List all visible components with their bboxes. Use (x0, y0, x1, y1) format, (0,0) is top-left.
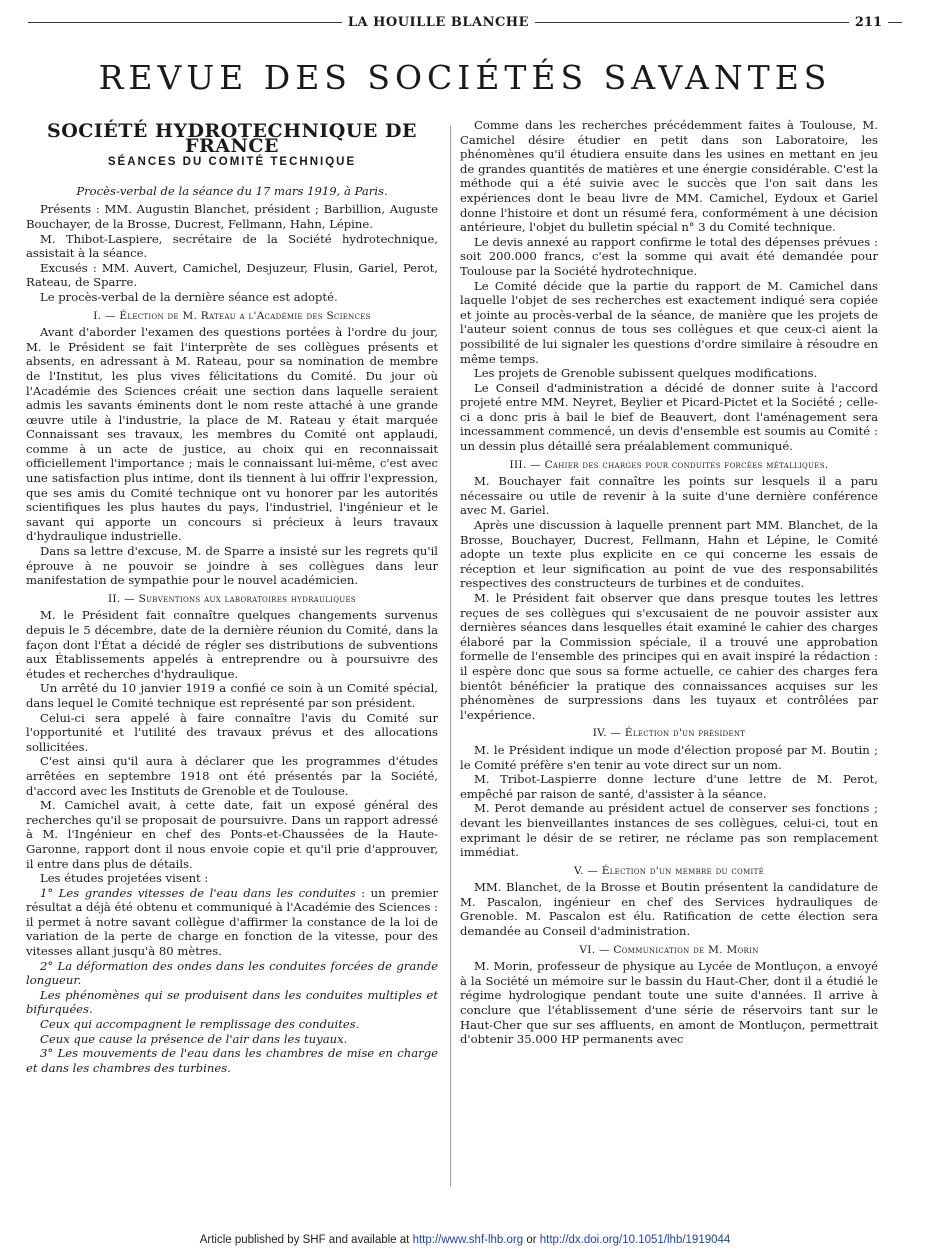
column-divider (450, 126, 451, 1186)
body-text: : un premier résultat a déjà été obtenu et communiqué à l'Académie des Sciences : il permet à notre savant collègue d'affirmer la constance de la loi de variation de la perte de charge en fonction de la vitesse, pour des vitesses allant jusqu'à 80 mètres. (26, 885, 438, 959)
left-column (26, 118, 438, 1075)
paragraph-arrete: Un arrêté du 10 janvier 1919 a confié ce soin à un Comité spécial, dans lequel le Comité technique est représenté par son président. (26, 681, 438, 710)
heading-election-membre (460, 864, 878, 879)
paragraph-bouchayer: M. Bouchayer fait connaître les points sur lesquels il a paru nécessaire ou utile de revenir à la suite d'une dernière conférence avec M. Gariel. (460, 474, 878, 518)
paragraph-pascalon: MM. Blanchet, de la Brosse et Boutin présentent la candidature de M. Pascalon, ingénieur en chef des Services hydrauliques de Grenoble. M. Pascalon est élu. Ratification de cette élection sera demandée au Conseil d'administration. (460, 880, 878, 939)
paragraph-avis: Celui-ci sera appelé à faire connaître l'avis du Comité sur l'opportunité et l'utilité des travaux prévus et des allocations sollicitées. (26, 710, 438, 754)
page-number: 211 (854, 14, 882, 30)
heading-election-rateau (26, 309, 438, 324)
header-rule-left (28, 22, 342, 23)
paragraph-programmes: C'est ainsi qu'il aura à déclarer que les programmes d'études arrêtées en septembre 1918 ont été présentés par la Société, d'accord avec les Instituts de Grenoble et de Toulouse. (26, 754, 438, 798)
paragraph-phenomenes: Les phénomènes qui se produisent dans les conduites multiples et bifurquées. (26, 987, 438, 1017)
paragraph-presents: Présents : MM. Augustin Blanchet, président ; Barbillion, Auguste Bouchayer, de la Brosse, Ducrest, Fellmann, Hahn, Lépine. (26, 202, 438, 231)
heading-subventions (26, 592, 438, 607)
paragraph-lettre-perot: M. Tribot-Laspierre donne lecture d'une lettre de M. Perot, empêché par raison de santé, d'assister à la séance. (460, 772, 878, 801)
paragraph-president-changes: M. le Président fait connaître quelques changements survenus depuis le 5 décembre, date de la dernière réunion du Comité, dans la façon dont l'État a décidé de régler ses distributions de subventions aux Établissements appelés à entreprendre ou à poursuivre des études et recherches d'hydraulique. (26, 608, 438, 681)
paragraph-etudes: Les études projetées visent : (40, 871, 209, 886)
society-subtitle: SÉANCES DU COMITÉ TECHNIQUE (107, 156, 357, 169)
heading-text: II. — Subventions aux laboratoires hydrauliques (107, 592, 356, 605)
heading-text: VI. — Communication de M. Morin (579, 943, 759, 956)
heading-text: III. — Cahier des charges pour conduites forcées métalliques. (509, 458, 829, 471)
heading-communication-morin (460, 943, 878, 958)
italic-text: 1° Les grandes vitesses de l'eau dans les conduites (40, 885, 356, 900)
paragraph-adoption: Le procès-verbal de la dernière séance est adopté. (40, 289, 338, 304)
proces-verbal-line: Procès-verbal de la séance du 17 mars 1919, à Paris. (76, 183, 388, 198)
paragraph-vitesses (26, 886, 438, 959)
footer-mid: or (523, 1234, 540, 1246)
paragraph-excuses: Excusés : MM. Auvert, Camichel, Desjuzeur, Flusin, Gariel, Perot, Rateau, de Sparre. (26, 260, 438, 290)
heading-text: V. — Élection d'un membre du comité (574, 864, 764, 877)
paragraph-sparre: Dans sa lettre d'excuse, M. de Sparre a insisté sur les regrets qu'il éprouve à ne pouvoir se joindre à ses collègues dans leur manifestation de sympathie pour le nouvel académicien. (26, 544, 438, 588)
footer-link-site[interactable]: http://www.shf-lhb.org (412, 1234, 524, 1246)
paragraph-secretary: M. Thibot-Laspiere, secrétaire de la Société hydrotechnique, assistait à la séance. (26, 231, 438, 261)
paragraph-devis: Le devis annexé au rapport confirme le total des dépenses prévues : soit 200.000 francs, c'est la somme qui avait été demandée pour Toulouse par la Société hydrotechnique. (460, 234, 878, 278)
paragraph-morin: M. Morin, professeur de physique au Lycée de Montluçon, a envoyé à la Société un mémoire sur le bassin du Haut-Cher, dont il a étudié le régime hydrologique pendant toute une suite d'années. Il arrive à conclure que l'établissement d'une série de réservoirs tant sur le Haut-Cher que sur ses affluents, en amont de Montluçon, permettrait d'obtenir 35.000 HP permanents avec (460, 959, 878, 1047)
heading-text: I. — Élection de M. Rateau a l'Académie des Sciences (93, 309, 371, 322)
paragraph-remplissage: Ceux qui accompagnent le remplissage des conduites. (40, 1017, 360, 1032)
paragraph-mouvements: 3° Les mouvements de l'eau dans les chambres de mise en charge et dans les chambres des turbines. (26, 1046, 438, 1075)
running-head (22, 12, 908, 32)
header-rule-right (535, 22, 849, 23)
heading-text: IV. — Élection d'un président (592, 727, 746, 740)
heading-election-president (460, 726, 878, 741)
footer-prefix: Article published by SHF and available at (199, 1234, 413, 1246)
paragraph-ondes: 2° La déformation des ondes dans les conduites forcées de grande longueur. (26, 958, 438, 988)
paragraph-air: Ceux que cause la présence de l'air dans les tuyaux. (40, 1031, 348, 1046)
paragraph-comite-decide: Le Comité décide que la partie du rapport de M. Camichel dans laquelle l'objet de ses recherches est exactement indiqué sera copiée et jointe au procès-verbal de la séance, de manière que les projets de l'auteur soient connus de tous ses collègues et que ceux-ci aient la possibilité de lui signaler les questions d'ordre similaire à résoudre en même temps. (460, 278, 878, 366)
paragraph-mode-election: M. le Président indique un mode d'élection proposé par M. Boutin ; le Comité préfère s'en tenir au vote direct sur un nom. (460, 742, 878, 772)
paragraph-camichel: M. Camichel avait, à cette date, fait un exposé général des recherches qu'il se proposait de poursuivre. Dans un rapport adressé à M. l'Ingénieur en chef des Ponts-et-Chaussées de la Haute-Garonne, rapport dont il nous envoie copie et qu'il prie d'approuver, il entre dans plus de détails. (26, 798, 438, 871)
paragraph-perot-demande: M. Perot demande au président actuel de conserver ses fonctions ; devant les bienveillantes instances de ses collègues, celui-ci, tout en exprimant le désir de se retirer, ne réclame pas son remplacement immédiat. (460, 801, 878, 860)
footer (0, 1234, 930, 1246)
paragraph-conseil: Le Conseil d'administration a décidé de donner suite à l'accord projeté entre MM. Neyret, Beylier et Picard-Pictet et la Société ; celle-ci a donc pris à bail le bief de Beauvert, dont l'aménagement sera incessamment commencé, un devis d'ensemble est soumis au Comité : un dessin plus détaillé sera préalablement communiqué. (460, 380, 878, 454)
right-column (460, 118, 878, 1047)
paragraph-observation: M. le Président fait observer que dans presque toutes les lettres reçues de ses collègues qui s'excusaient de ne pouvoir assister aux dernières séances dans lesquelles était examiné le cahier des charges élaboré par la Commission spéciale, il a trouvé une approbation formelle de l'ensemble des principes qui en avait inspiré la rédaction : il espère donc que sous sa forme actuelle, ce cahier des charges fera bientôt bénéficier la pratique des connaissances acquises sur les phénomènes de surpressions dans les tuyaux et contrôlées par l'expérience. (460, 591, 878, 722)
paragraph-grenoble: Les projets de Grenoble subissent quelques modifications. (474, 366, 818, 381)
journal-title: LA HOUILLE BLANCHE (347, 14, 529, 30)
section-title: REVUE DES SOCIÉTÉS SAVANTES (98, 58, 832, 97)
paragraph-recherches: Comme dans les recherches précédemment faites à Toulouse, M. Camichel désire étudier en petit dans son Laboratoire, les phénomènes qu'il étudiera ensuite dans les usines en mettant en jeu de grandes quantités de matières et une énergie considérable. C'est la méthode qui a été suivie avec le succès que l'on sait dans les expériences dont le beau livre de MM. Camichel, Eydoux et Gariel donne l'histoire et dont un résumé fera, conformément à une décision antérieure, l'objet du bulletin spécial n° 3 du Comité technique. (460, 118, 878, 235)
footer-link-doi[interactable]: http://dx.doi.org/10.1051/lhb/1919044 (539, 1234, 731, 1246)
paragraph-rateau: Avant d'aborder l'examen des questions portées à l'ordre du jour, M. le Président se fait l'interprète de ses collègues présents et absents, en adressant à M. Rateau, pour sa nomination de membre de l'Institut, les plus vives félicitations du Comité. Du jour où l'Académie des Sciences créait une section dans laquelle seraient admis les savants éminents dont le nom reste attaché à une grande œuvre utile à l'industrie, la place de M. Rateau y était marquée Connaissant ses travaux, les membres du Comité ont applaudi, comme à un acte de justice, au choix qui en reconnaissait officiellement l'importance ; mais le connaissant lui-même, c'est avec une satisfaction plus intime, dont ils tiennent à lui offrir l'expression, que ses amis du Comité technique ont vu honorer par les autorités scientifiques les plus hautes du pays, l'industriel, l'ingénieur et le savant qui apporte un concours si précieux à leurs travaux d'hydraulique industrielle. (26, 325, 438, 544)
paragraph-discussion: Après une discussion à laquelle prennent part MM. Blanchet, de la Brosse, Bouchayer, Ducrest, Fellmann, Hahn et Lépine, le Comité adopte un texte plus explicite en ce qui concerne les essais de réception et leur signification au point de vue des responsabilités respectives des constructeurs de turbines et de conduites. (460, 518, 878, 591)
header-rule-end (888, 22, 902, 23)
society-title: SOCIÉTÉ HYDROTECHNIQUE DE FRANCE (47, 120, 417, 157)
heading-cahier-charges (460, 458, 878, 473)
